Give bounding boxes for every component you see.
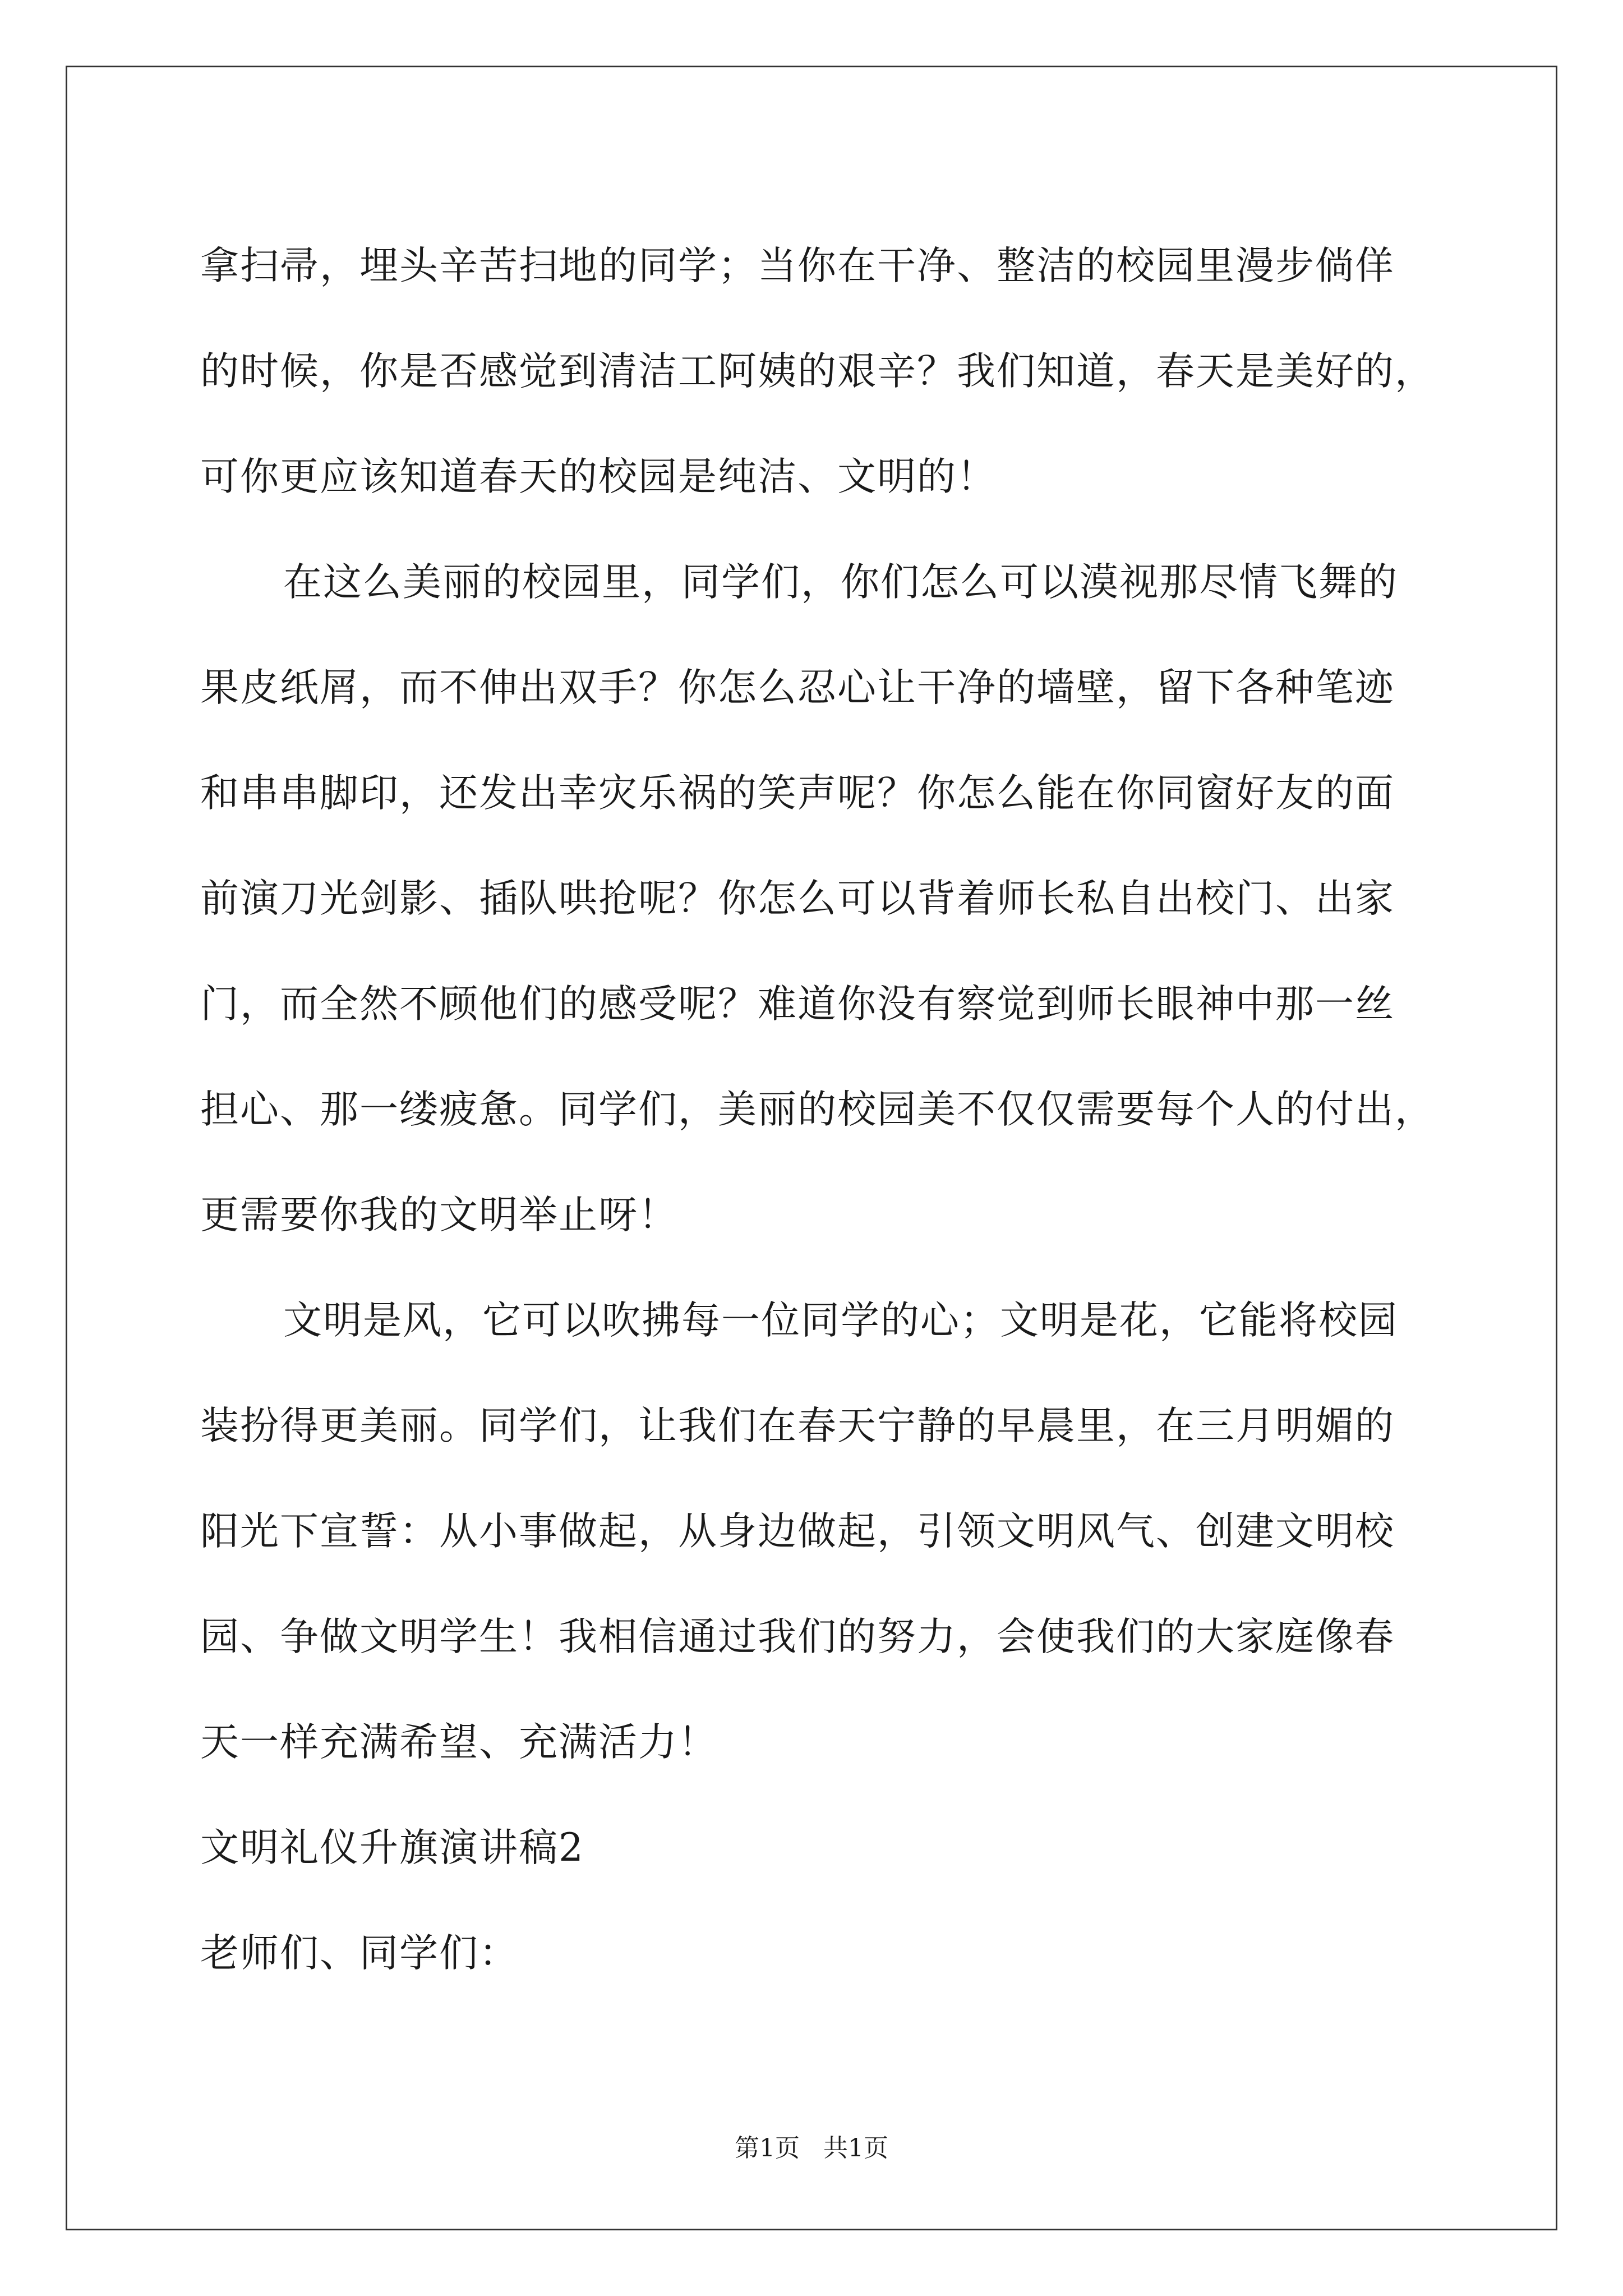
document-body [200, 213, 1451, 2006]
text-line: 阳光下宣誓：从小事做起，从身边做起，引领文明风气、创建文明校 [200, 1509, 1395, 1554]
text-line: 更需要你我的文明举止呀！ [200, 1193, 678, 1237]
section-title: 文明礼仪升旗演讲稿2 [200, 1825, 584, 1870]
text-line: 园、争做文明学生！我相信通过我们的努力，会使我们的大家庭像春 [200, 1614, 1395, 1659]
text-line: 担心、那一缕疲惫。同学们，美丽的校园美不仅仅需要每个人的付出， [200, 1087, 1435, 1132]
text-line: 拿扫帚，埋头辛苦扫地的同学；当你在干净、整洁的校园里漫步倘佯 [200, 243, 1395, 288]
text-line: 前演刀光剑影、插队哄抢呢？你怎么可以背着师长私自出校门、出家 [200, 876, 1395, 921]
text-line: 果皮纸屑，而不伸出双手？你怎么忍心让干净的墙壁，留下各种笔迹 [200, 665, 1395, 710]
text-line: 文明是风，它可以吹拂每一位同学的心；文明是花，它能将校园 [283, 1298, 1398, 1343]
text-line: 在这么美丽的校园里，同学们，你们怎么可以漠视那尽情飞舞的 [283, 560, 1398, 605]
text-line: 门，而全然不顾他们的感受呢？难道你没有察觉到师长眼神中那一丝 [200, 982, 1395, 1027]
text-line: 可你更应该知道春天的校园是纯洁、文明的！ [200, 454, 997, 499]
text-line: 装扮得更美丽。同学们，让我们在春天宁静的早晨里，在三月明媚的 [200, 1404, 1395, 1448]
text-line: 的时候，你是否感觉到清洁工阿姨的艰辛？我们知道，春天是美好的， [200, 349, 1435, 394]
salutation: 老师们、同学们： [200, 1931, 519, 1976]
page-number: 第1页 共1页 [735, 2134, 888, 2162]
text-line: 和串串脚印，还发出幸灾乐祸的笑声呢？你怎么能在你同窗好友的面 [200, 771, 1395, 816]
text-line: 天一样充满希望、充满活力！ [200, 1720, 718, 1765]
